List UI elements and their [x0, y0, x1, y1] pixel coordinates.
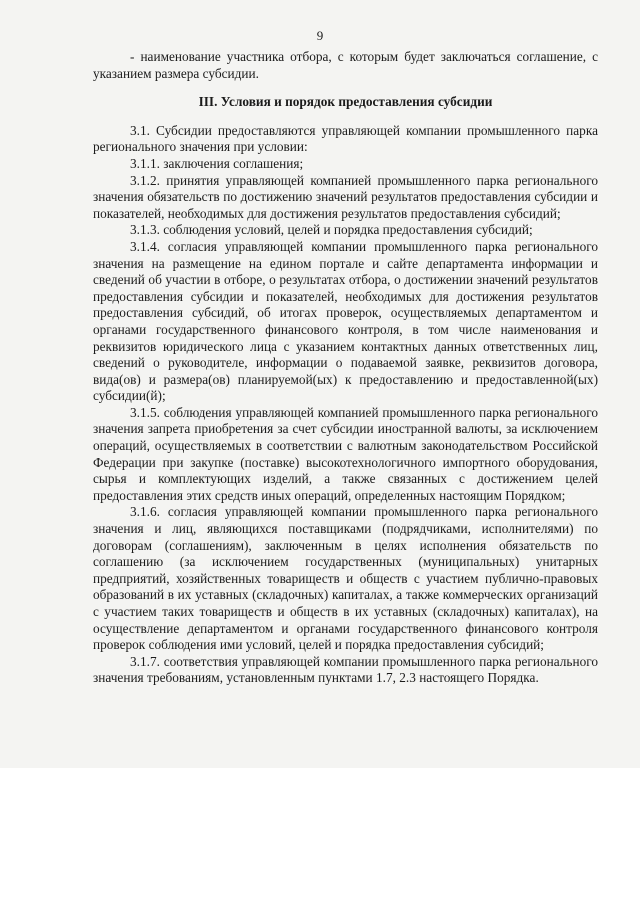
section-title: III. Условия и порядок предоставления субсидии	[198, 94, 493, 110]
paragraph-3-1-1: 3.1.1. заключения соглашения;	[130, 155, 304, 171]
paragraph-3-1-6: 3.1.6. согласия управляющей компании промышленного парка регионального значения и лиц, являющихся поставщиками (подрядчиками, исполнителями) по договорам (соглашениям), заключенным в целях исполнения обязательств по соглашению (за исключением государственных (муниципальных) унитарных предприятий, хозяйственных товариществ и обществ с участием публично-правовых образований в их уставных (складочных) капиталах, а также коммерческих организаций с участием таких товариществ и обществ в их уставных (складочных) капиталах), на осуществление департаментом и органами государственного финансового контроля проверок соблюдения ими условий, целей и порядка предоставления субсидий;	[93, 504, 598, 653]
page-number: 9	[316, 28, 324, 43]
paragraph-3-1-3: 3.1.3. соблюдения условий, целей и порядка предоставления субсидий;	[130, 222, 533, 238]
paragraph-3-1-5: 3.1.5. соблюдения управляющей компанией промышленного парка регионального значения запрета приобретения за счет субсидии иностранной валюты, за исключением операций, осуществляемых в соответствии с валютным законодательством Российской Федерации при закупке (поставке) высокотехнологичного импортного оборудования, сырья и комплектующих изделий, а также связанных с достижением целей предоставления этих средств иных операций, определенных настоящим Порядком;	[93, 404, 598, 503]
paragraph-3-1: 3.1. Субсидии предоставляются управляющей компании промышленного парка регионального значения при условии:	[93, 122, 598, 155]
page-body	[93, 49, 598, 687]
paragraph-3-1-4: 3.1.4. согласия управляющей компании промышленного парка регионального значения на размещение на едином портале и сайте департамента информации и сведений об участии в отборе, о результатах отбора, о достижении значений результатов предоставления субсидии и показателей, необходимых для достижения результатов предоставления субсидий, об итогах проверок, осуществляемых департаментом и органами государственного финансового контроля, в том числе наименования и реквизитов юридического лица с указанием контактных данных ответственных лиц, сведений о руководителе, информации о подаваемой заявке, реквизитов договора, вида(ов) и размера(ов) планируемой(ых) к предоставлению и предоставленной(ых) субсидии(й);	[93, 238, 598, 404]
lead-paragraph: - наименование участника отбора, с которым будет заключаться соглашение, с указанием размера субсидии.	[93, 49, 598, 81]
paragraph-3-1-7: 3.1.7. соответствия управляющей компании промышленного парка регионального значения требованиям, установленным пунктами 1.7, 2.3 настоящего Порядка.	[93, 653, 598, 686]
paragraph-3-1-2: 3.1.2. принятия управляющей компанией промышленного парка регионального значения обязательств по достижению значений результатов предоставления субсидии и показателей, необходимых для достижения результатов предоставления субсидий;	[93, 172, 598, 221]
